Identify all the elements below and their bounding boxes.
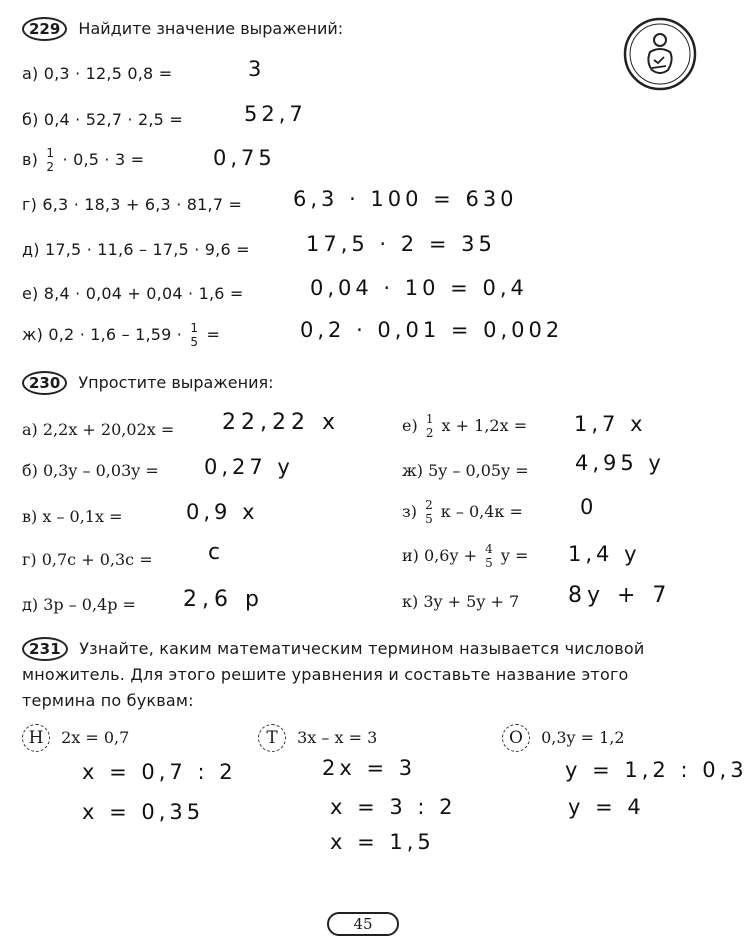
task-231-text: 231 Узнайте, каким математическим термином называется числовой множитель. Для этого решите уравнения и составьте название этого термина по буквам: (22, 639, 645, 710)
task-229-item-v (22, 147, 144, 174)
task-number-badge: 231 (22, 637, 68, 661)
fraction: 1 2 (46, 146, 55, 174)
item-label: д) (22, 240, 40, 259)
task-title: Найдите значение выражений: (78, 19, 344, 38)
item-expression: 0,4 · 52,7 · 2,5 = (43, 110, 183, 129)
item-expression: 6,3 · 18,3 + 6,3 · 81,7 = (42, 195, 243, 214)
fraction: 4 5 (485, 542, 493, 570)
solution-step: x = 0,7 : 2 (82, 760, 237, 784)
solution-step: x = 3 : 2 (330, 795, 457, 819)
letter-badge: О (502, 724, 530, 752)
answer-handwritten: 2,6 p (183, 587, 264, 612)
item-label: б) (22, 110, 39, 129)
item-expression: 17,5 · 11,6 – 17,5 · 9,6 = (45, 240, 250, 259)
solution-step: y = 1,2 : 0,3 (565, 758, 748, 782)
answer-handwritten: 0,04 · 10 = 0,4 (310, 276, 528, 300)
equation-letter-n: Н 2x = 0,7 (22, 724, 129, 752)
item-expression: · 0,5 · 3 = (62, 150, 145, 169)
task-230-item-g: г) 0,7c + 0,3c = (22, 550, 153, 569)
answer-handwritten: 0,27 y (204, 455, 294, 479)
task-230-heading (22, 371, 273, 395)
fraction: 2 5 (425, 498, 433, 526)
solution-step: x = 1,5 (330, 830, 435, 854)
task-230-item-b: б) 0,3y – 0,03y = (22, 461, 159, 480)
solution-step: y = 4 (568, 795, 645, 819)
task-230-item-v: в) x – 0,1x = (22, 507, 123, 526)
task-230-item-i: и) 0,6y + 4 5 y = (402, 542, 529, 570)
task-title: Упростите выражения: (78, 373, 274, 392)
letter-badge: Т (258, 724, 286, 752)
answer-handwritten: c (208, 540, 226, 565)
item-expression: 0,2 · 1,6 – 1,59 · (48, 325, 183, 344)
solution-step: x = 0,35 (82, 800, 205, 824)
task-number-badge: 229 (22, 17, 67, 41)
item-expression: 0,3 · 12,5 0,8 = (43, 64, 173, 83)
task-230-item-d: д) 3p – 0,4p = (22, 595, 136, 614)
item-expression: 8,4 · 0,04 + 0,04 · 1,6 = (43, 284, 244, 303)
answer-handwritten: 52,7 (244, 102, 307, 126)
task-230-item-a: а) 2,2x + 20,02x = (22, 420, 175, 439)
answer-handwritten: 6,3 · 100 = 630 (293, 187, 518, 211)
item-label: ж) (22, 325, 44, 344)
answer-handwritten: 0,9 x (186, 500, 259, 524)
task-230-item-z: з) 2 5 к – 0,4к = (402, 498, 523, 526)
answer-handwritten: 1,7 x (574, 412, 647, 436)
answer-handwritten: 1,4 y (568, 542, 641, 566)
answer-handwritten: 4,95 y (575, 451, 665, 475)
item-label: в) (22, 150, 39, 169)
item-label: а) (22, 64, 39, 83)
answer-handwritten: 22,22 x (222, 410, 340, 435)
task-229-item-g (22, 195, 242, 214)
page-number: 45 (327, 912, 399, 936)
letter-badge: Н (22, 724, 50, 752)
item-label: г) (22, 195, 38, 214)
fraction: 1 5 (190, 321, 199, 349)
task-number-badge: 230 (22, 371, 67, 395)
answer-handwritten: 0,2 · 0,01 = 0,002 (300, 318, 564, 342)
task-230-item-k: к) 3y + 5y + 7 (402, 592, 520, 611)
task-229-item-a (22, 64, 172, 83)
stamp-emblem-icon (622, 16, 698, 92)
task-229-item-e (22, 284, 244, 303)
solution-step: 2x = 3 (322, 756, 417, 780)
task-230-item-zh: ж) 5y – 0,05y = (402, 461, 529, 480)
equation-letter-o: О 0,3y = 1,2 (502, 724, 625, 752)
item-label: е) (22, 284, 39, 303)
answer-handwritten: 17,5 · 2 = 35 (306, 232, 496, 256)
fraction: 1 2 (425, 412, 434, 440)
answer-handwritten: 0 (580, 495, 598, 519)
answer-handwritten: 3 (248, 57, 266, 81)
task-229-item-zh: ж) 0,2 · 1,6 – 1,59 · 1 5 = (22, 321, 221, 349)
answer-handwritten: 8y + 7 (568, 583, 672, 608)
task-229-item-d (22, 240, 250, 259)
task-229-item-b (22, 110, 183, 129)
answer-handwritten: 0,75 (213, 146, 276, 170)
task-230-item-e: е) 1 2 x + 1,2x = (402, 412, 528, 440)
equation-letter-t: Т 3x – x = 3 (258, 724, 377, 752)
task-229-heading (22, 17, 343, 41)
